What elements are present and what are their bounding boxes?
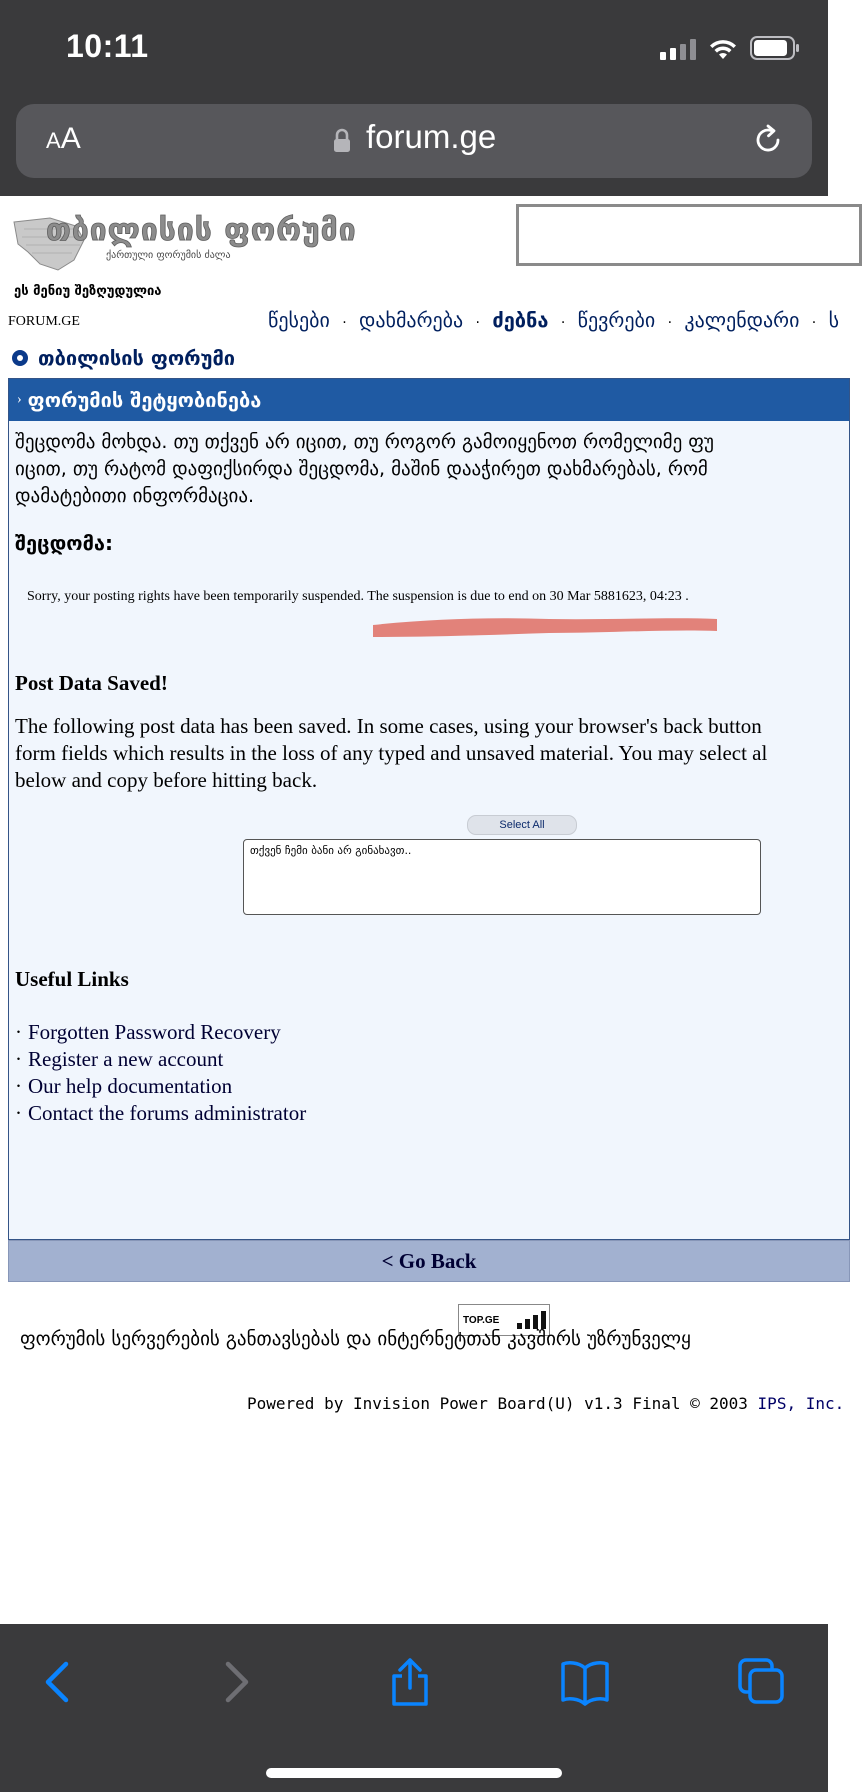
redaction-mark	[369, 611, 721, 641]
nav-separator: ·	[475, 315, 480, 331]
error-explanation	[15, 429, 845, 510]
saved-post-textarea[interactable]: თქვენ ჩემი ბანი არ გინახავთ..	[243, 839, 761, 915]
status-icons	[660, 36, 800, 60]
post-saved-text	[15, 713, 767, 794]
counter-bars-icon	[517, 1311, 546, 1329]
link-help-docs[interactable]: Our help documentation	[28, 1074, 233, 1098]
header-banner-box	[516, 204, 862, 266]
go-back-button[interactable]: < Go Back	[8, 1240, 850, 1282]
list-item: · Register a new account	[15, 1047, 224, 1071]
message-panel	[8, 378, 850, 1240]
bookmarks-icon[interactable]	[560, 1656, 610, 1708]
post-saved-line: form fields which results in the loss of any typed and unsaved material. You may select al	[15, 741, 768, 765]
nav-separator: ·	[560, 315, 566, 331]
panel-header	[9, 379, 849, 421]
list-item: · Contact the forums administrator	[15, 1101, 307, 1125]
list-item: · Forgotten Password Recovery	[15, 1020, 281, 1044]
useful-links-list	[15, 1019, 306, 1127]
nav-separator: ·	[811, 315, 817, 331]
site-label[interactable]: FORUM.GE	[8, 314, 80, 329]
link-register[interactable]: Register a new account	[28, 1047, 224, 1071]
nav-members[interactable]: წევრები	[577, 308, 656, 332]
top-nav	[268, 308, 839, 332]
menu-disabled-note: ეს მენიუ შეზღუდულია	[14, 284, 162, 299]
reader-text-size-button[interactable]: AA	[46, 122, 81, 155]
error-explanation-line: დამატებითი ინფორმაცია.	[15, 485, 255, 507]
tabs-icon[interactable]	[736, 1656, 786, 1708]
post-saved-title: Post Data Saved!	[15, 671, 168, 695]
counter-badge-label: TOP.GE	[463, 1315, 500, 1326]
breadcrumb-bullet-icon	[12, 350, 28, 366]
select-all-button[interactable]: Select All	[467, 815, 577, 835]
logo-subtitle: ქართული ფორუმის ძალა	[106, 250, 231, 261]
link-contact-admin[interactable]: Contact the forums administrator	[28, 1101, 307, 1125]
share-icon[interactable]	[388, 1656, 432, 1708]
forum-logo[interactable]	[10, 208, 357, 278]
breadcrumb-link[interactable]: თბილისის ფორუმი	[38, 346, 236, 370]
error-text: Sorry, your posting rights have been temporarily suspended. The suspension is due to end on 30 Mar 5881623, 04:23 .	[27, 589, 689, 604]
breadcrumb	[12, 346, 235, 370]
ips-link[interactable]: IPS, Inc.	[757, 1394, 845, 1413]
url-bar[interactable]	[16, 104, 812, 178]
panel-title: ფორუმის შეტყობინება	[27, 388, 262, 412]
wifi-icon	[708, 38, 738, 60]
logo-title: თბილისის ფორუმი	[46, 213, 357, 248]
url-text[interactable]: forum.ge	[366, 118, 497, 155]
forum-page	[0, 196, 845, 1624]
signal-icon	[660, 38, 696, 60]
error-explanation-line: იცით, თუ რატომ დაფიქსირდა შეცდომა, მაშინ დააჭირეთ დახმარებას, რომ	[15, 458, 708, 480]
nav-rules[interactable]: წესები	[268, 308, 330, 332]
lock-icon	[332, 128, 352, 154]
nav-separator: ·	[667, 315, 673, 331]
home-indicator[interactable]	[266, 1768, 562, 1778]
post-saved-line: The following post data has been saved. In some cases, using your browser's back button	[15, 714, 762, 738]
forward-chevron-icon[interactable]	[218, 1656, 254, 1708]
post-saved-line: below and copy before hitting back.	[15, 768, 318, 792]
back-chevron-icon[interactable]	[40, 1656, 76, 1708]
status-time: 10:11	[66, 28, 149, 64]
panel-arrow-icon: ›	[17, 392, 22, 407]
nav-calendar[interactable]: კალენდარი	[684, 308, 800, 332]
nav-separator: ·	[342, 315, 347, 331]
useful-links-title: Useful Links	[15, 967, 129, 991]
error-explanation-line: შეცდომა მოხდა. თუ თქვენ არ იცით, თუ როგორ გამოიყენოთ რომელიმე ფუ	[15, 431, 714, 453]
nav-help[interactable]: დახმარება	[359, 308, 464, 332]
battery-icon	[750, 36, 800, 60]
list-item: · Our help documentation	[15, 1074, 233, 1098]
safari-toolbar	[0, 1624, 828, 1792]
nav-more[interactable]: ს	[828, 308, 840, 332]
reload-icon[interactable]	[750, 122, 786, 158]
ios-status-and-url-area	[0, 0, 828, 196]
nav-search[interactable]: ძებნა	[492, 308, 549, 332]
hosting-text: ფორუმის სერვერების განთავსებას და ინტერნეტთან კავშირს უზრუნველყ	[20, 1328, 691, 1350]
error-title: შეცდომა:	[15, 531, 114, 555]
link-forgotten-password[interactable]: Forgotten Password Recovery	[28, 1020, 281, 1044]
powered-by-text: Powered by Invision Power Board(U) v1.3 Final © 2003 IPS, Inc.	[247, 1394, 845, 1413]
